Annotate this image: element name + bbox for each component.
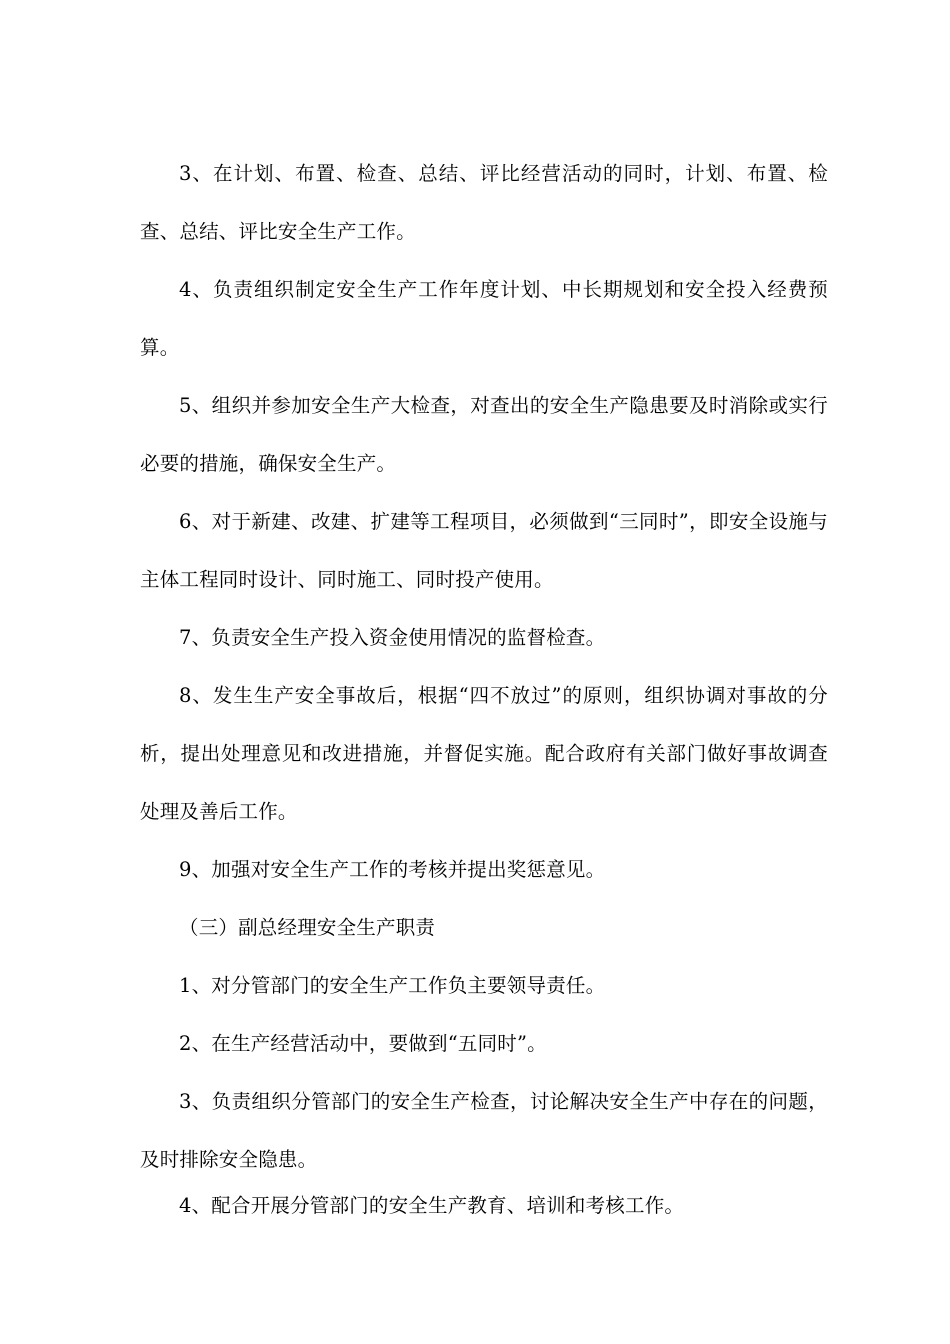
paragraph-deputy-item-2: 2、在生产经营活动中，要做到“五同时”。 bbox=[179, 1032, 547, 1055]
paragraph-item-8-accident-handling: 8、发生生产安全事故后，根据“四不放过”的原则，组织协调对事故的分析，提出处理意见和改进措施，并督促实施。配合政府有关部门做好事故调查处理及善后工作。 bbox=[140, 684, 828, 823]
paragraph-item-4-annual-plan: 4、负责组织制定安全生产工作年度计划、中长期规划和安全投入经费预算。 bbox=[140, 278, 828, 359]
paragraph-deputy-item-1: 1、对分管部门的安全生产工作负主要领导责任。 bbox=[179, 974, 606, 997]
paragraph-item-9-assessment: 9、加强对安全生产工作的考核并提出奖惩意见。 bbox=[179, 858, 606, 881]
paragraph-item-3-planning: 3、在计划、布置、检查、总结、评比经营活动的同时，计划、布置、检查、总结、评比安全生产工作。 bbox=[140, 162, 828, 243]
section-heading-deputy-gm: （三）副总经理安全生产职责 bbox=[179, 916, 436, 939]
paragraph-item-6-three-simultaneous: 6、对于新建、改建、扩建等工程项目，必须做到“三同时”，即安全设施与主体工程同时设计、同时施工、同时投产使用。 bbox=[140, 510, 828, 591]
paragraph-item-7-fund-supervision: 7、负责安全生产投入资金使用情况的监督检查。 bbox=[179, 626, 606, 649]
document-body bbox=[140, 145, 828, 1235]
paragraph-deputy-item-3: 3、负责组织分管部门的安全生产检查，讨论解决安全生产中存在的问题，及时排除安全隐患。 bbox=[140, 1090, 828, 1171]
paragraph-item-5-inspection: 5、组织并参加安全生产大检查，对查出的安全生产隐患要及时消除或实行必要的措施，确保安全生产。 bbox=[140, 394, 828, 475]
paragraph-deputy-item-4: 4、配合开展分管部门的安全生产教育、培训和考核工作。 bbox=[179, 1194, 685, 1217]
